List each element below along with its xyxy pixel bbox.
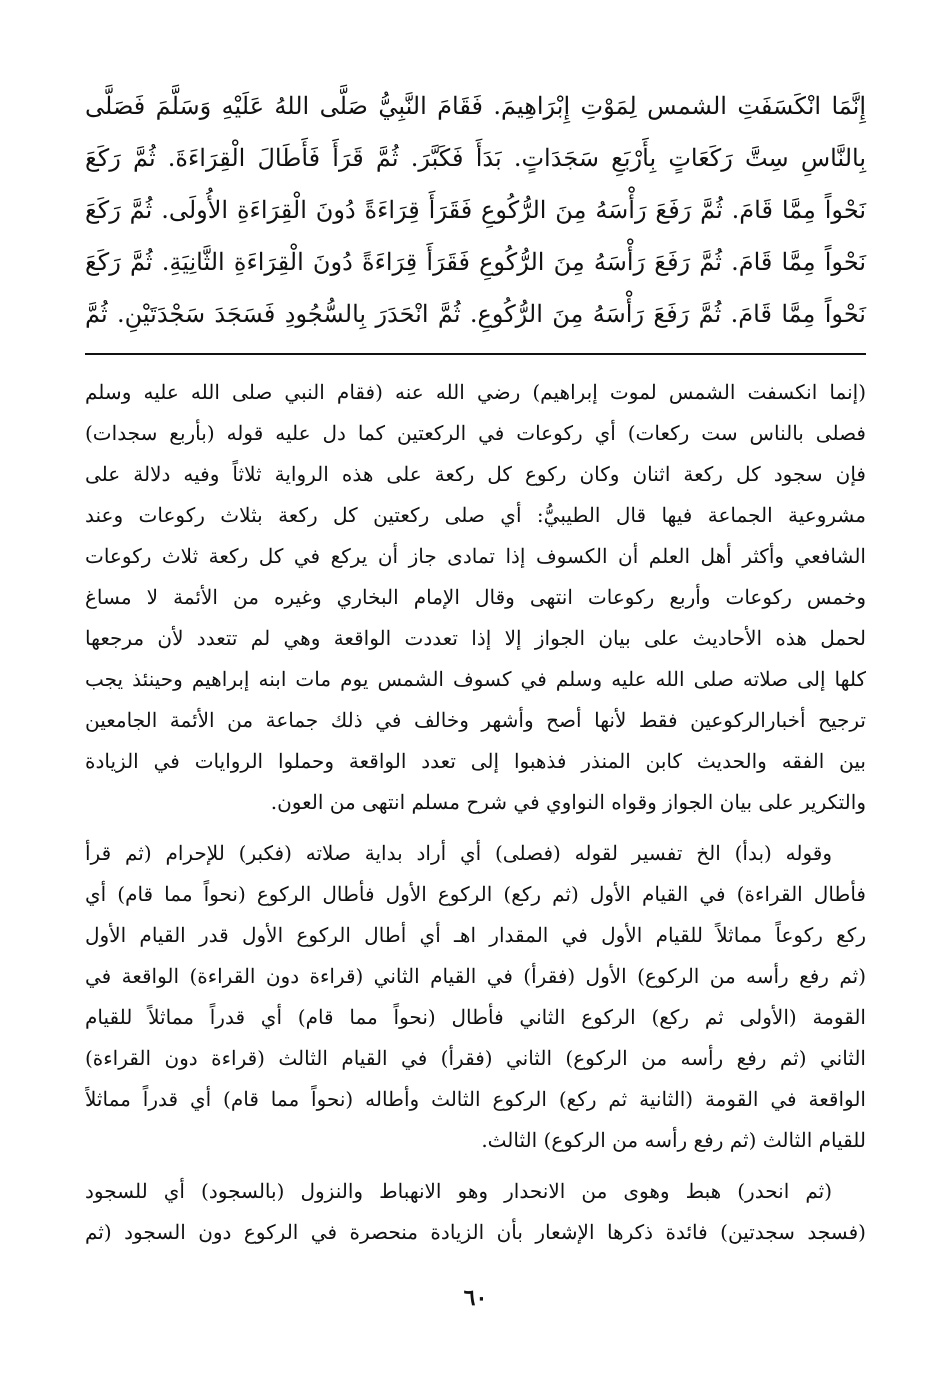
commentary-line: القومة (الأولى ثم ركع) الركوع الثاني فأطال (نحواً مما قام) أي قدراً مماثلاً للقيام bbox=[85, 1005, 866, 1029]
commentary-paragraph bbox=[85, 1171, 866, 1253]
commentary-paragraph bbox=[85, 372, 866, 823]
commentary-line: بين الفقه والحديث كابن المنذر فذهبوا إلى تعدد الواقعة وحملوا الروايات في الزيادة bbox=[85, 749, 866, 773]
commentary-line: (ثم انحدر) هبط وهوى من الانحدار وهو الانهباط والنزول (بالسجود) أي للسجود bbox=[85, 1179, 832, 1203]
commentary-block bbox=[85, 372, 866, 1253]
commentary-line: الثاني (ثم رفع رأسه من الركوع) الثاني (فقرأ) في القيام الثالث (قراءة دون القراءة) bbox=[85, 1046, 866, 1070]
page-number: ٦٠ bbox=[463, 1285, 488, 1311]
commentary-line: فصلى بالناس ست ركعات) أي ركوعات في الركعتين كما دل عليه قوله (بأربع سجدات) bbox=[85, 421, 866, 445]
commentary-line: الواقعة في القومة (الثانية ثم ركع) الركوع الثالث وأطاله (نحواً مما قام) أي قدراً مماثلاً bbox=[85, 1087, 866, 1111]
commentary-line: (ثم رفع رأسه من الركوع) الأول (فقرأ) في القيام الثاني (قراءة دون القراءة) الواقعة في bbox=[85, 964, 866, 988]
hadith-text-block bbox=[85, 80, 866, 340]
separator-rule bbox=[85, 353, 866, 355]
commentary-line: ركع ركوعاً مماثلاً للقيام الأول في المقدار اهـ أي أطال الركوع الأول قدر القيام الأول bbox=[85, 923, 866, 947]
commentary-line: (فسجد سجدتين) فائدة ذكرها الإشعار بأن الزيادة منحصرة في الركوع دون السجود (ثم bbox=[85, 1220, 866, 1244]
hadith-line: إِنَّمَا انْكَسَفَتِ الشمس لِمَوْتِ إِبْرَاهِيمَ. فَقَامَ النَّبِيُّ صَلَّى اللهُ عَلَيْهِ وَسَلَّمَ فَصَلَّى bbox=[85, 92, 866, 120]
commentary-line: فإن سجود كل ركعة اثنان وكان ركوع كل ركعة على هذه الرواية ثلاثاً وفيه دلالة على bbox=[85, 462, 866, 486]
commentary-line: فأطال القراءة) في القيام الأول (ثم ركع) الركوع الأول فأطال الركوع (نحواً مما قام) أي bbox=[85, 882, 866, 906]
hadith-line: بِالنَّاسِ سِتَّ رَكَعَاتٍ بِأَرْبَعِ سَجَدَاتٍ. بَدَأَ فَكَبَّرَ. ثُمَّ قَرَأَ فَأَطَالَ الْقِرَاءَةَ. ثُمَّ رَكَعَ bbox=[85, 144, 866, 172]
commentary-line: (إنما انكسفت الشمس لموت إبراهيم) رضي الله عنه (فقام النبي صلى الله عليه وسلم bbox=[85, 380, 866, 404]
hadith-line: نَحْواً مِمَّا قَامَ. ثُمَّ رَفَعَ رَأْسَهُ مِنَ الرُّكُوعِ فَقَرَأَ قِرَاءَةً دُونَ الْقِرَاءَةِ الثَّانِيَةِ. ثُمَّ رَكَعَ bbox=[85, 248, 866, 276]
commentary-line: وقوله (بدأ) الخ تفسير لقوله (فصلى) أي أراد بداية صلاته (فكبر) للإحرام (ثم قرأ bbox=[85, 841, 832, 865]
commentary-line: وخمس ركوعات وأربع ركوعات انتهى وقال الإمام البخاري وغيره من الأئمة لا مساغ bbox=[85, 585, 866, 609]
commentary-line: للقيام الثالث (ثم رفع رأسه من الركوع) الثالث. bbox=[481, 1128, 866, 1152]
commentary-line: كلها إلى صلاته صلى الله عليه وسلم في كسوف الشمس يوم مات ابنه إبراهيم وحينئذ يجب bbox=[85, 667, 866, 691]
commentary-line: لحمل هذه الأحاديث على بيان الجواز إلا إذا تعددت الواقعة وهي لم تتعدد لأن مرجعها bbox=[85, 626, 866, 650]
commentary-line: والتكرير على بيان الجواز وقواه النواوي في شرح مسلم انتهى من العون. bbox=[270, 790, 866, 814]
commentary-line: الشافعي وأكثر أهل العلم أن الكسوف إذا تمادى جاز أن يركع في كل ركعة ثلاث ركوعات bbox=[85, 544, 866, 568]
commentary-paragraph bbox=[85, 833, 866, 1161]
hadith-line: نَحْواً مِمَّا قَامَ. ثُمَّ رَفَعَ رَأْسَهُ مِنَ الرُّكُوعِ فَقَرَأَ قِرَاءَةً دُونَ الْقِرَاءَةِ الأُولَى. ثُمَّ رَكَعَ bbox=[85, 196, 866, 224]
hadith-line: نَحْواً مِمَّا قَامَ. ثُمَّ رَفَعَ رَأْسَهُ مِنَ الرُّكُوعِ. ثُمَّ انْحَدَرَ بِالسُّجُودِ فَسَجَدَ سَجْدَتَيْنِ. ثُمَّ bbox=[85, 300, 866, 328]
commentary-line: مشروعية الجماعة فيها قال الطيبيُّ: أي صلى ركعتين كل ركعة بثلاث ركوعات وعند bbox=[85, 503, 866, 527]
commentary-line: ترجيح أخبارالركوعين فقط لأنها أصح وأشهر وخالف في ذلك جماعة من الأئمة الجامعين bbox=[85, 708, 866, 732]
